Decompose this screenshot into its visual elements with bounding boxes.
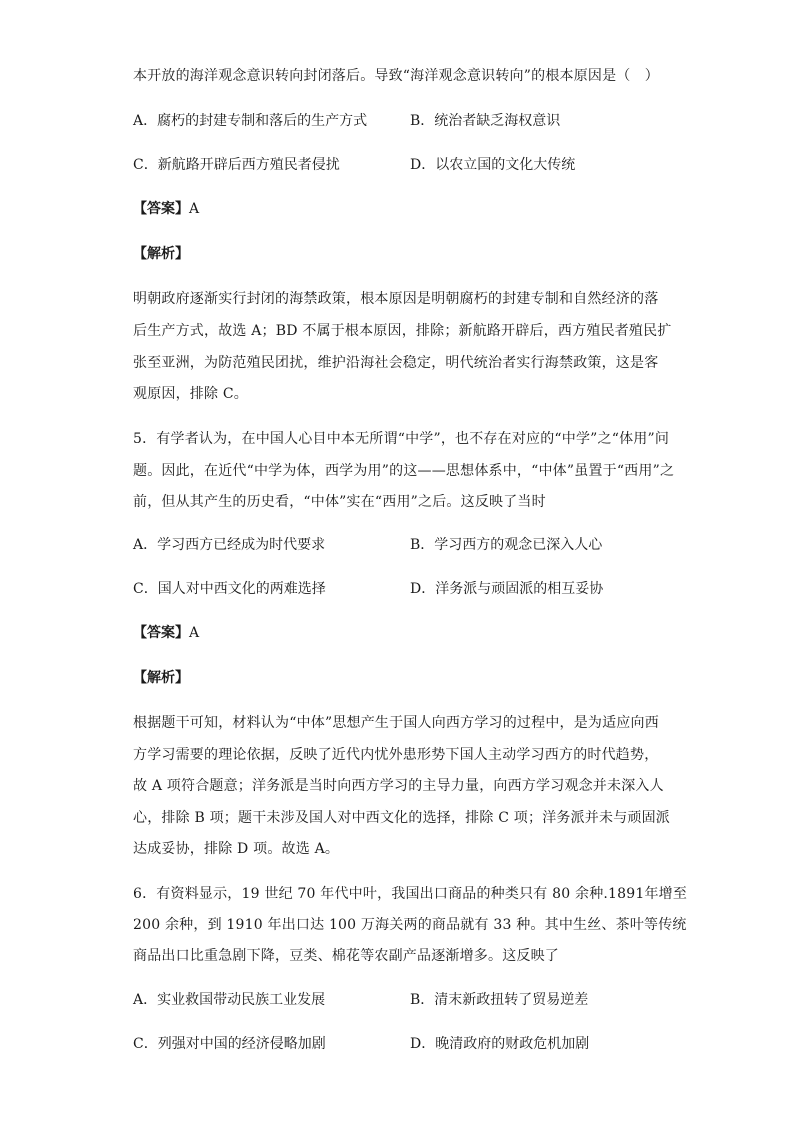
q5-analysis-line: 心，排除 B 项；题干未涉及国人对中西文化的选择，排除 C 项；洋务派并未与顽固派 <box>133 810 670 826</box>
q4-option-d: D．以农立国的文化大传统 <box>410 157 576 173</box>
q4-answer <box>133 199 199 219</box>
q6-stem-line: 200 余种，到 1910 年出口达 100 万海关两的商品就有 33 种。其中生丝、茶叶等传统 <box>133 917 687 933</box>
q6-option-d: D．晚清政府的财政危机加剧 <box>410 1036 590 1052</box>
q4-stem-tail: 本开放的海洋观念意识转向封闭落后。导致“海洋观念意识转向”的根本原因是（ ） <box>133 68 659 84</box>
q4-answer-label: 【答案】 <box>133 201 189 217</box>
q5-analysis-line: 达成妥协，排除 D 项。故选 A。 <box>133 841 340 857</box>
q5-option-c: C．国人对中西文化的两难选择 <box>133 581 326 597</box>
q5-analysis-line: 故 A 项符合题意；洋务派是当时向西方学习的主导力量，向西方学习观念并未深入人 <box>133 778 664 794</box>
q4-analysis-line: 观原因，排除 C。 <box>133 386 248 402</box>
q5-answer-value: A <box>189 625 200 641</box>
q5-stem-line: 5．有学者认为，在中国人心目中本无所谓“中学”，也不存在对应的“中学”之“体用”问 <box>133 431 670 447</box>
q4-answer-value: A <box>189 201 200 217</box>
q4-analysis-line: 张至亚洲，为防范殖民团扰，维护沿海社会稳定，明代统治者实行海禁政策，这是客 <box>133 355 659 371</box>
q5-answer-label: 【答案】 <box>133 625 189 641</box>
q5-option-b: B．学习西方的观念已深入人心 <box>410 537 603 553</box>
q4-option-c: C．新航路开辟后西方殖民者侵扰 <box>133 157 340 173</box>
q5-option-d: D．洋务派与顽固派的相互妥协 <box>410 581 604 597</box>
q6-stem-line: 6．有资料显示，19 世纪 70 年代中叶，我国出口商品的种类只有 80 余种.1891年增至 <box>133 886 688 902</box>
q4-option-a: A．腐朽的封建专制和落后的生产方式 <box>133 113 368 129</box>
q4-analysis-line: 明朝政府逐渐实行封闭的海禁政策，根本原因是明朝腐朽的封建专制和自然经济的落 <box>133 291 659 307</box>
q5-analysis-line: 方学习需要的理论依据，反映了近代内忧外患形势下国人主动学习西方的时代趋势， <box>133 747 659 763</box>
q4-option-b: B．统治者缺乏海权意识 <box>410 113 561 129</box>
q5-analysis-label: 【解析】 <box>133 670 189 686</box>
q6-option-b: B．清末新政扭转了贸易逆差 <box>410 992 589 1008</box>
q6-stem-line: 商品出口比重急剧下降，豆类、棉花等农副产品逐渐增多。这反映了 <box>133 948 559 964</box>
q4-analysis-line: 后生产方式，故选 A；BD 不属于根本原因，排除；新航路开辟后，西方殖民者殖民扩 <box>133 323 672 339</box>
q6-option-a: A．实业救国带动民族工业发展 <box>133 992 326 1008</box>
q5-option-a: A．学习西方已经成为时代要求 <box>133 537 326 553</box>
q5-analysis-line: 根据题干可知，材料认为“中体”思想产生于国人向西方学习的过程中，是为适应向西 <box>133 715 659 731</box>
q5-answer <box>133 623 199 643</box>
q5-stem-line: 前，但从其产生的历史看，“中体”实在“西用”之后。这反映了当时 <box>133 494 546 510</box>
q6-option-c: C．列强对中国的经济侵略加剧 <box>133 1036 326 1052</box>
q4-analysis-label: 【解析】 <box>133 246 189 262</box>
q5-stem-line: 题。因此，在近代“中学为体，西学为用”的这——思想体系中，“中体”虽置于“西用”之 <box>133 463 675 479</box>
